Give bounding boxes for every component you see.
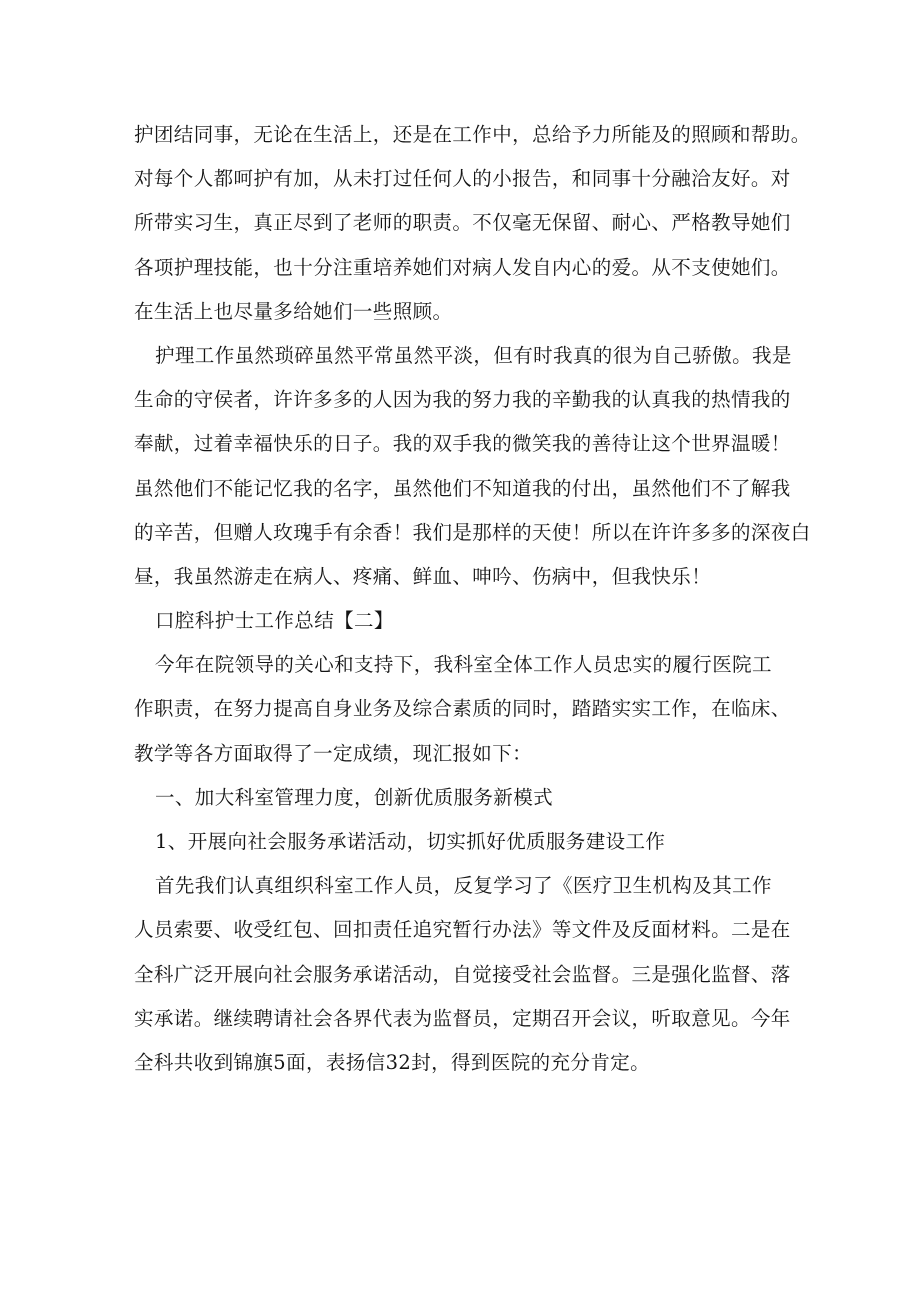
text-line: 全科共收到锦旗5面，表扬信32封，得到医院的充分肯定。 <box>134 1050 651 1074</box>
text-line: 全科广泛开展向社会服务承诺活动，自觉接受社会监督。三是强化监督、落 <box>134 962 791 986</box>
text-line: 首先我们认真组织科室工作人员，反复学习了《医疗卫生机构及其工作 <box>155 874 772 898</box>
text-line: 护团结同事，无论在生活上，还是在工作中，总给予力所能及的照顾和帮助。 <box>134 123 811 146</box>
text-line: 虽然他们不能记忆我的名字，虽然他们不知道我的付出，虽然他们不了解我 <box>134 476 791 500</box>
text-line: 作职责，在努力提高自身业务及综合素质的同时，踏踏实实工作，在临床、 <box>134 697 791 721</box>
text-line: 1、开展向社会服务承诺活动，切实抓好优质服务建设工作 <box>155 830 666 853</box>
document-body <box>134 113 811 1085</box>
text-line: 生命的守侯者，许许多多的人因为我的努力我的辛勤我的认真我的热情我的 <box>134 388 791 412</box>
text-line: 护理工作虽然琐碎虽然平常虽然平淡，但有时我真的很为自己骄傲。我是 <box>155 343 792 367</box>
text-line: 在生活上也尽量多给她们一些照顾。 <box>134 299 453 323</box>
text-line: 教学等各方面取得了一定成绩，现汇报如下： <box>134 741 533 765</box>
text-line: 一、加大科室管理力度，创新优质服务新模式 <box>155 785 554 809</box>
text-line: 所带实习生，真正尽到了老师的职责。不仅毫无保留、耐心、严格教导她们 <box>134 211 791 235</box>
text-line: 今年在院领导的关心和支持下，我科室全体工作人员忠实的履行医院工 <box>155 653 772 677</box>
text-line: 对每个人都呵护有加，从未打过任何人的小报告，和同事十分融洽友好。对 <box>134 167 791 191</box>
text-line: 昼，我虽然游走在病人、疼痛、鲜血、呻吟、伤病中，但我快乐！ <box>134 564 712 588</box>
text-line: 口腔科护士工作总结【二】 <box>155 609 394 633</box>
text-line: 实承诺。继续聘请社会各界代表为监督员，定期召开会议，听取意见。今年 <box>134 1006 791 1030</box>
text-line: 人员索要、收受红包、回扣责任追究暂行办法》等文件及反面材料。二是在 <box>134 918 791 942</box>
text-line: 奉献，过着幸福快乐的日子。我的双手我的微笑我的善待让这个世界温暖！ <box>134 432 791 456</box>
text-line: 各项护理技能，也十分注重培养她们对病人发自内心的爱。从不支使她们。 <box>134 255 791 279</box>
text-line: 的辛苦，但赠人玫瑰手有余香！我们是那样的天使！所以在许许多多的深夜白 <box>134 520 811 544</box>
